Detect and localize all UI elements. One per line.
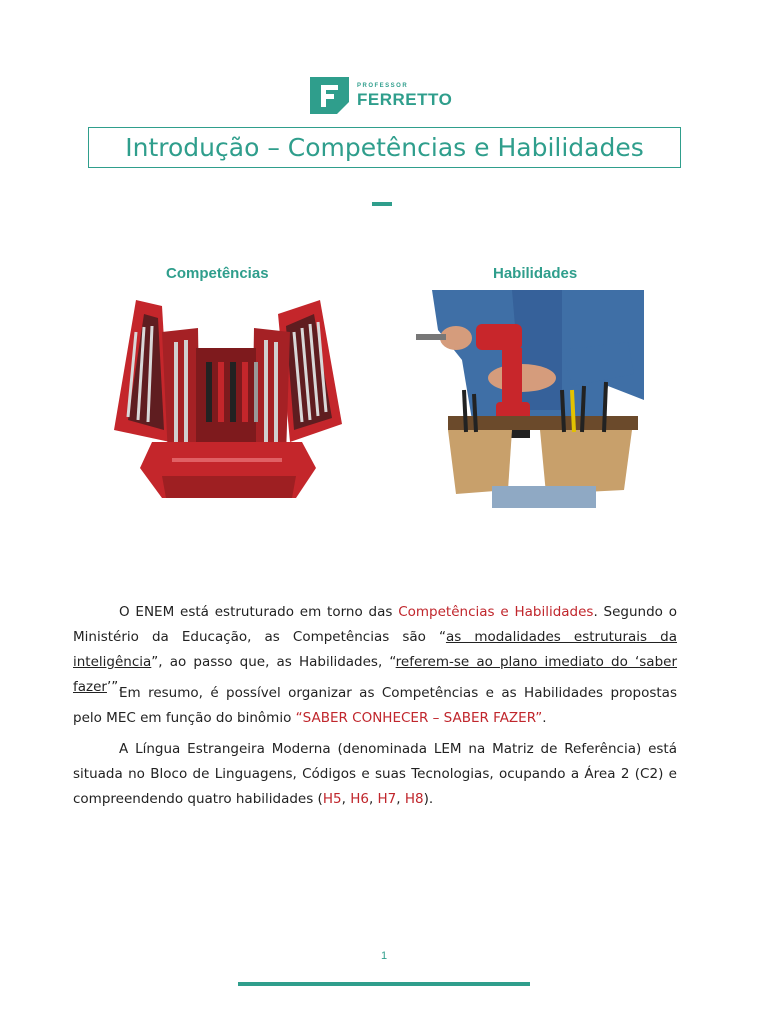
page-number: 1 [380,950,388,962]
paragraph-3 [73,737,677,812]
p3-sep-3: , [396,791,405,807]
p1-text-a: O ENEM está estruturado em torno das [119,604,399,620]
title-box [88,127,681,168]
p1-highlight: Competências e Habilidades [398,604,594,620]
p1-underlined-2: referem-se ao plano imediato do ‘saber fazer [73,654,678,695]
p3-sep-1: , [341,791,351,807]
p3-h5: H5 [322,791,342,807]
paragraph-2 [73,681,677,731]
p3-text-c: ). [423,791,434,807]
logo-mark-icon [310,77,349,114]
title-dash-divider [372,202,392,206]
competencias-heading: Competências [166,265,269,282]
toolbox-image [106,292,346,504]
p3-h8: H8 [404,791,424,807]
p3-h6: H6 [350,791,369,807]
worker-drill-image [412,290,644,508]
p3-sep-2: , [368,791,378,807]
logo-name: FERRETTO [357,89,453,109]
p1-underlined-1: as modalidades estruturais da inteligência [73,629,677,670]
habilidades-heading: Habilidades [493,265,578,282]
footer-divider [238,982,530,986]
logo [310,75,452,115]
logo-subtitle: PROFESSOR [357,82,409,89]
p1-text-g: ’”. [106,679,123,695]
p2-highlight: “SABER CONHECER – SABER FAZER” [295,710,543,726]
p1-text-e: ”, ao passo que, as Habilidades, “ [151,654,396,670]
p3-text-a: A Língua Estrangeira Moderna (denominada LEM na Matriz de Referência) está situada no Bloco de Linguagens, Códigos e suas Tecnologias, ocupando a Área 2 (C2) e compreendendo quatro habilidades ( [73,741,677,807]
page-title: Introdução – Competências e Habilidades [125,133,644,162]
p1-text-c: . Segundo o Ministério da Educação, as Competências são “ [73,604,677,645]
p2-text-a: Em resumo, é possível organizar as Competências e as Habilidades propostas pelo MEC em função do binômio [73,685,677,726]
p3-h7: H7 [377,791,397,807]
p2-text-c: . [542,710,547,726]
